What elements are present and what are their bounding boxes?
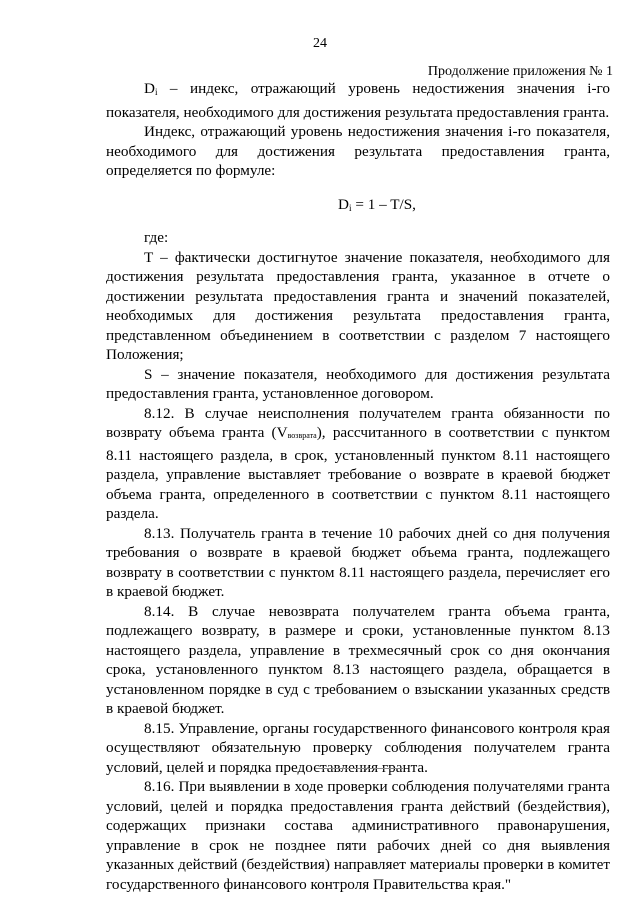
paragraph-8-12 xyxy=(106,404,610,524)
paragraph-8-14: 8.14. В случае невозврата получателем гранта объема гранта, подлежащего возврату, в размере и сроки, установленные пунктом 8.13 настоящего раздела, управление в трехмесячный срок со дня окончания срока, установленного пунктом 8.13 настоящего раздела, обращается в установленном порядке в суд с требованием о взыскании указанных средств в краевой бюджет. xyxy=(106,602,610,717)
page-number: 24 xyxy=(313,36,327,51)
document-body xyxy=(106,79,610,894)
v-subscript: возврата xyxy=(287,431,317,440)
appendix-continuation-note: Продолжение приложения № 1 xyxy=(427,64,613,79)
di-subscript: i xyxy=(154,87,158,97)
formula-subscript: i xyxy=(349,202,352,213)
clause-8-12-part-a: 8.12. В случае неисполнения получателем гранта обязанности по возврату объема гранта (V xyxy=(106,404,610,441)
end-separator-line xyxy=(315,768,403,769)
paragraph-s-definition: S – значение показателя, необходимого для достижения результата предоставления гранта, установленное договором. xyxy=(106,365,610,402)
paragraph-8-15: 8.15. Управление, органы государственного финансового контроля края осуществляют обязательную проверку соблюдения получателем гранта условий, целей и порядка предоставления гранта. xyxy=(106,719,610,776)
formula-symbol: D xyxy=(338,195,350,213)
formula-expression: = 1 – T/S, xyxy=(351,195,416,213)
di-definition-text: – индекс, отражающий уровень недостижения значения i-го показателя, необходимого для достижения результата предоставления гранта. xyxy=(106,80,610,121)
paragraph-where: где: xyxy=(144,229,169,246)
paragraph-8-16: 8.16. При выявлении в ходе проверки соблюдения получателями гранта условий, целей и порядка предоставления гранта действий (бездействия), содержащих признаки состава административного правонарушения, управление в срок не позднее пяти рабочих дней со дня выявления указанных действий (бездействия) направляет материалы проверки в комитет государственного финансового контроля Правительства края." xyxy=(106,778,610,893)
paragraph-t-definition: T – фактически достигнутое значение показателя, необходимого для достижения результата предоставления гранта, указанное в отчете о достижении результата предоставления гранта и значений показателей, необходимых для достижения результата предоставления гранта, представленном объединением в соответствии с разделом 7 настоящего Положения; xyxy=(106,248,610,363)
formula xyxy=(106,195,610,219)
paragraph-di-definition xyxy=(106,79,610,122)
clause-8-12-part-b: ), рассчитанного в соответствии с пунктом 8.11 настоящего раздела, в срок, установленный пунктом 8.11 настоящего раздела, управление выставляет требование о возврате в краевой бюджет объема гранта, определенного в соответствии с пунктом 8.11 настоящего раздела. xyxy=(106,424,610,522)
paragraph-8-13: 8.13. Получатель гранта в течение 10 рабочих дней со дня получения требования о возврате в краевой бюджет объема гранта, подлежащего возврату в соответствии с пунктом 8.11 настоящего раздела, перечисляет его в краевой бюджет. xyxy=(106,524,610,600)
di-symbol: D xyxy=(144,80,155,97)
paragraph-index-intro: Индекс, отражающий уровень недостижения значения i-го показателя, необходимого для достижения результата предоставления гранта, определяется по формуле: xyxy=(106,123,610,179)
